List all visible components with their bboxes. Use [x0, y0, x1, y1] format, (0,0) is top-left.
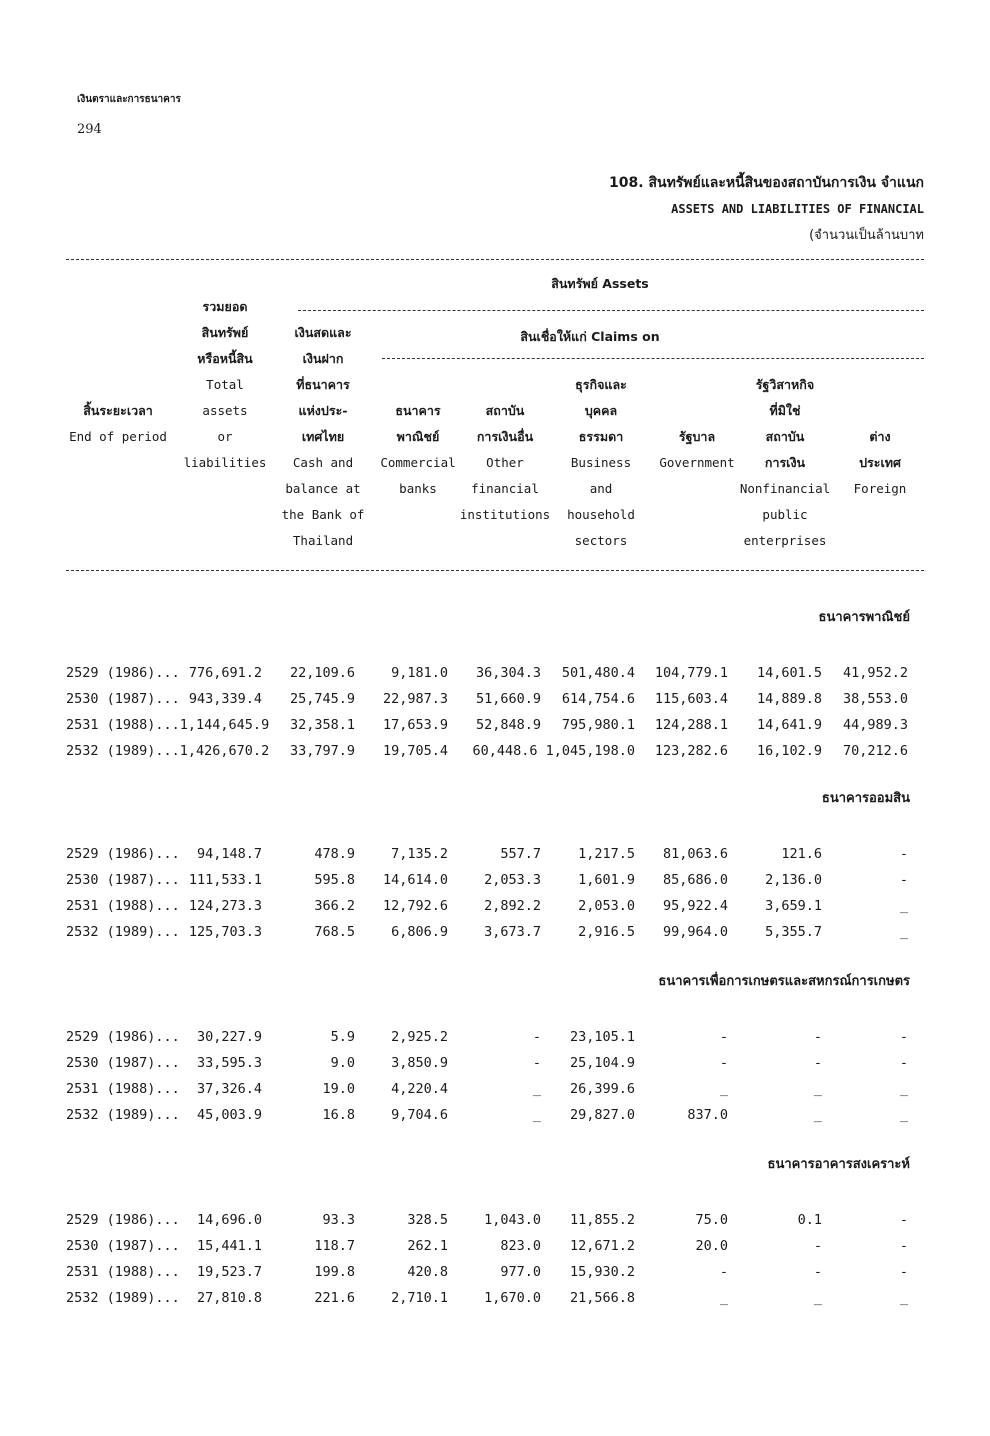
table-row	[0, 1259, 990, 1285]
period-cell: 2530 (1987)...	[66, 691, 180, 707]
value-cell: 7,135.2	[391, 846, 448, 862]
column-header-line: ธรรมดา	[578, 429, 624, 444]
column-header-line: รัฐวิสาหกิจ	[755, 377, 815, 392]
header-bottom-rule	[66, 570, 924, 571]
value-cell: -	[899, 1055, 908, 1071]
table-title-thai: 108. สินทรัพย์และหนี้สินของสถาบันการเงิน จำแนก	[609, 175, 924, 191]
value-cell: 221.6	[314, 1290, 355, 1306]
column-header-line: สถาบัน	[765, 429, 805, 444]
value-cell: -	[813, 1264, 822, 1280]
value-cell: -	[899, 872, 908, 888]
period-cell: 2531 (1988)...	[66, 1264, 180, 1280]
value-cell: 3,659.1	[765, 898, 822, 914]
value-cell: 104,779.1	[654, 665, 728, 681]
value-cell: -	[899, 1212, 908, 1228]
column-header-line: liabilities	[183, 455, 267, 470]
value-cell: 3,850.9	[391, 1055, 448, 1071]
column-header-foreign	[810, 424, 950, 502]
table-row	[0, 919, 990, 945]
column-header-line: เงินสดและ	[294, 325, 352, 340]
value-cell: 2,916.5	[578, 924, 635, 940]
period-cell: 2532 (1989)...1,426,670.2	[66, 743, 270, 759]
value-cell: 795,980.1	[561, 717, 635, 733]
value-cell: _	[813, 1107, 822, 1123]
column-header-line: household	[567, 507, 635, 522]
column-header-line: ธนาคาร	[395, 403, 441, 418]
column-header-line: the Bank of	[281, 507, 365, 522]
column-header-line: สถาบัน	[485, 403, 525, 418]
value-cell: 420.8	[407, 1264, 448, 1280]
value-cell: -	[719, 1029, 728, 1045]
running-head: เงินตราและการธนาคาร	[77, 94, 181, 105]
value-cell: _	[899, 898, 908, 914]
section-title: ธนาคารพาณิชย์	[818, 610, 910, 625]
column-header-line: institutions	[459, 507, 551, 522]
value-cell: _	[813, 1081, 822, 1097]
column-header-line: บุคคล	[584, 403, 618, 418]
value-cell: 125,703.3	[188, 924, 262, 940]
value-cell: 30,227.9	[196, 1029, 262, 1045]
column-header-line: or	[217, 429, 233, 444]
value-cell: 21,566.8	[569, 1290, 635, 1306]
value-cell: -	[899, 846, 908, 862]
value-cell: 51,660.9	[475, 691, 541, 707]
value-cell: 943,339.4	[188, 691, 262, 707]
period-cell: 2530 (1987)...	[66, 1238, 180, 1254]
value-cell: 9,704.6	[391, 1107, 448, 1123]
value-cell: 262.1	[407, 1238, 448, 1254]
column-header-line: ประเทศ	[859, 455, 901, 470]
column-header-line: การเงินอื่น	[476, 429, 534, 444]
column-header-line: Business	[570, 455, 632, 470]
period-cell: 2532 (1989)...	[66, 1290, 180, 1306]
period-cell: 2529 (1986)...	[66, 1029, 180, 1045]
column-header-line: Government	[659, 455, 735, 470]
value-cell: 837.0	[687, 1107, 728, 1123]
value-cell: -	[813, 1055, 822, 1071]
column-header-line: ที่ธนาคาร	[296, 377, 350, 392]
value-cell: _	[899, 1107, 908, 1123]
value-cell: 1,601.9	[578, 872, 635, 888]
table-row	[0, 867, 990, 893]
value-cell: 823.0	[500, 1238, 541, 1254]
value-cell: 115,603.4	[654, 691, 728, 707]
value-cell: 6,806.9	[391, 924, 448, 940]
value-cell: 33,797.9	[289, 743, 355, 759]
period-cell: 2530 (1987)...	[66, 1055, 180, 1071]
section-title: ธนาคารเพื่อการเกษตรและสหกรณ์การเกษตร	[658, 974, 910, 989]
value-cell: 124,288.1	[654, 717, 728, 733]
table-row	[0, 712, 990, 738]
value-cell: 9,181.0	[391, 665, 448, 681]
value-cell: -	[813, 1238, 822, 1254]
value-cell: 25,745.9	[289, 691, 355, 707]
period-cell: 2531 (1988)...1,144,645.9	[66, 717, 270, 733]
table-row	[0, 1233, 990, 1259]
value-cell: 19,523.7	[196, 1264, 262, 1280]
value-cell: -	[899, 1238, 908, 1254]
column-header-line: banks	[399, 481, 437, 496]
table-row	[0, 1024, 990, 1050]
value-cell: 328.5	[407, 1212, 448, 1228]
period-cell: 2530 (1987)...	[66, 872, 180, 888]
value-cell: 2,892.2	[484, 898, 541, 914]
column-header-line: การเงิน	[764, 455, 806, 470]
value-cell: 27,810.8	[196, 1290, 262, 1306]
value-cell: 4,220.4	[391, 1081, 448, 1097]
value-cell: 977.0	[500, 1264, 541, 1280]
value-cell: -	[719, 1264, 728, 1280]
column-header-line: Nonfinancial	[739, 481, 831, 496]
period-cell: 2529 (1986)...	[66, 665, 180, 681]
value-cell: -	[899, 1264, 908, 1280]
section-title: ธนาคารออมสิน	[821, 791, 910, 806]
value-cell: -	[719, 1055, 728, 1071]
value-cell: _	[813, 1290, 822, 1306]
value-cell: 29,827.0	[569, 1107, 635, 1123]
value-cell: 14,889.8	[756, 691, 822, 707]
value-cell: 99,964.0	[662, 924, 728, 940]
value-cell: -	[899, 1029, 908, 1045]
value-cell: 45,003.9	[196, 1107, 262, 1123]
value-cell: _	[719, 1290, 728, 1306]
value-cell: -	[813, 1029, 822, 1045]
column-header-line: assets	[202, 403, 248, 418]
assets-rule	[298, 310, 924, 311]
value-cell: 52,848.9	[475, 717, 541, 733]
value-cell: 5.9	[330, 1029, 355, 1045]
column-header-line: ธุรกิจและ	[575, 377, 627, 392]
value-cell: 44,989.3	[842, 717, 908, 733]
value-cell: 501,480.4	[561, 665, 635, 681]
value-cell: 2,710.1	[391, 1290, 448, 1306]
column-header-line: แห่งประ-	[298, 403, 348, 418]
column-header-line: ต่าง	[869, 429, 891, 444]
value-cell: 121.6	[781, 846, 822, 862]
period-cell: 2532 (1989)...	[66, 1107, 180, 1123]
claims-group-header: สินเชื่อให้แก่ Claims on	[520, 329, 660, 344]
value-cell: 75.0	[695, 1212, 728, 1228]
value-cell: 14,641.9	[756, 717, 822, 733]
value-cell: 5,355.7	[765, 924, 822, 940]
value-cell: 2,053.0	[578, 898, 635, 914]
value-cell: 3,673.7	[484, 924, 541, 940]
table-row	[0, 738, 990, 764]
column-header-line: public	[762, 507, 808, 522]
table-row	[0, 686, 990, 712]
value-cell: 23,105.1	[569, 1029, 635, 1045]
value-cell: 14,601.5	[756, 665, 822, 681]
value-cell: 38,553.0	[842, 691, 908, 707]
value-cell: 557.7	[500, 846, 541, 862]
value-cell: _	[532, 1081, 541, 1097]
value-cell: 12,792.6	[382, 898, 448, 914]
value-cell: 2,925.2	[391, 1029, 448, 1045]
column-header-line: End of period	[69, 429, 167, 444]
value-cell: 85,686.0	[662, 872, 728, 888]
column-header-line: สินทรัพย์	[201, 325, 249, 340]
value-cell: 41,952.2	[842, 665, 908, 681]
column-header-line: Total	[206, 377, 244, 392]
column-header-line: balance at	[285, 481, 361, 496]
table-row	[0, 1285, 990, 1311]
value-cell: 16.8	[322, 1107, 355, 1123]
value-cell: 95,922.4	[662, 898, 728, 914]
value-cell: 614,754.6	[561, 691, 635, 707]
value-cell: 33,595.3	[196, 1055, 262, 1071]
column-header-line: Commercial	[380, 455, 456, 470]
value-cell: 111,533.1	[188, 872, 262, 888]
value-cell: 11,855.2	[569, 1212, 635, 1228]
value-cell: _	[899, 924, 908, 940]
value-cell: 32,358.1	[289, 717, 355, 733]
assets-group-header: สินทรัพย์ Assets	[551, 276, 649, 291]
value-cell: 19,705.4	[382, 743, 448, 759]
table-row	[0, 841, 990, 867]
value-cell: 366.2	[314, 898, 355, 914]
value-cell: 20.0	[695, 1238, 728, 1254]
value-cell: -	[532, 1055, 541, 1071]
column-header-line: enterprises	[743, 533, 827, 548]
column-header-line: สิ้นระยะเวลา	[83, 403, 153, 418]
claims-rule	[382, 358, 924, 359]
column-header-line: financial	[471, 481, 539, 496]
value-cell: 124,273.3	[188, 898, 262, 914]
period-cell: 2529 (1986)...	[66, 846, 180, 862]
table-title-english: ASSETS AND LIABILITIES OF FINANCIAL	[671, 202, 924, 216]
value-cell: 1,670.0	[484, 1290, 541, 1306]
value-cell: 118.7	[314, 1238, 355, 1254]
column-header-line: รวมยอด	[202, 299, 248, 314]
value-cell: 14,614.0	[382, 872, 448, 888]
value-cell: 15,441.1	[196, 1238, 262, 1254]
value-cell: 15,930.2	[569, 1264, 635, 1280]
value-cell: 199.8	[314, 1264, 355, 1280]
value-cell: 776,691.2	[188, 665, 262, 681]
period-cell: 2532 (1989)...	[66, 924, 180, 940]
value-cell: 22,987.3	[382, 691, 448, 707]
table-row	[0, 660, 990, 686]
column-header-line: and	[589, 481, 613, 496]
value-cell: 1,043.0	[484, 1212, 541, 1228]
unit-note: (จำนวนเป็นล้านบาท	[809, 228, 924, 243]
value-cell: 93.3	[322, 1212, 355, 1228]
value-cell: 94,148.7	[196, 846, 262, 862]
column-header-line: หรือหนี้สิน	[197, 351, 253, 366]
value-cell: _	[899, 1081, 908, 1097]
value-cell: 17,653.9	[382, 717, 448, 733]
value-cell: 2,136.0	[765, 872, 822, 888]
column-header-line: เงินฝาก	[302, 351, 344, 366]
period-cell: 2529 (1986)...	[66, 1212, 180, 1228]
value-cell: 14,696.0	[196, 1212, 262, 1228]
period-cell: 2531 (1988)...	[66, 898, 180, 914]
column-header-line: Thailand	[292, 533, 354, 548]
value-cell: 768.5	[314, 924, 355, 940]
column-header-line: เทศไทย	[301, 429, 345, 444]
value-cell: 22,109.6	[289, 665, 355, 681]
value-cell: 9.0	[330, 1055, 355, 1071]
value-cell: 1,217.5	[578, 846, 635, 862]
value-cell: 16,102.9	[756, 743, 822, 759]
value-cell: 36,304.3	[475, 665, 541, 681]
value-cell: -	[532, 1029, 541, 1045]
section-title: ธนาคารอาคารสงเคราะห์	[767, 1157, 910, 1172]
table-row	[0, 1050, 990, 1076]
value-cell: 123,282.6	[654, 743, 728, 759]
value-cell: 595.8	[314, 872, 355, 888]
value-cell: _	[719, 1081, 728, 1097]
table-row	[0, 893, 990, 919]
table-row	[0, 1076, 990, 1102]
value-cell: 478.9	[314, 846, 355, 862]
value-cell: 26,399.6	[569, 1081, 635, 1097]
page-number: 294	[77, 122, 102, 137]
period-cell: 2531 (1988)...	[66, 1081, 180, 1097]
table-row	[0, 1102, 990, 1128]
column-header-line: Other	[486, 455, 524, 470]
column-header-line: รัฐบาล	[678, 429, 716, 444]
value-cell: 25,104.9	[569, 1055, 635, 1071]
value-cell: 0.1	[797, 1212, 822, 1228]
column-header-line: Foreign	[853, 481, 907, 496]
value-cell: 19.0	[322, 1081, 355, 1097]
value-cell: 60,448.6 1,045,198.0	[472, 743, 635, 759]
value-cell: _	[899, 1290, 908, 1306]
column-header-line: พาณิชย์	[396, 429, 440, 444]
column-header-line: ที่มิใช่	[769, 403, 801, 418]
value-cell: _	[532, 1107, 541, 1123]
value-cell: 12,671.2	[569, 1238, 635, 1254]
header-top-rule	[66, 259, 924, 260]
column-header-line: sectors	[574, 533, 628, 548]
table-row	[0, 1207, 990, 1233]
value-cell: 2,053.3	[484, 872, 541, 888]
value-cell: 81,063.6	[662, 846, 728, 862]
value-cell: 37,326.4	[196, 1081, 262, 1097]
value-cell: 70,212.6	[842, 743, 908, 759]
column-header-line: Cash and	[292, 455, 354, 470]
